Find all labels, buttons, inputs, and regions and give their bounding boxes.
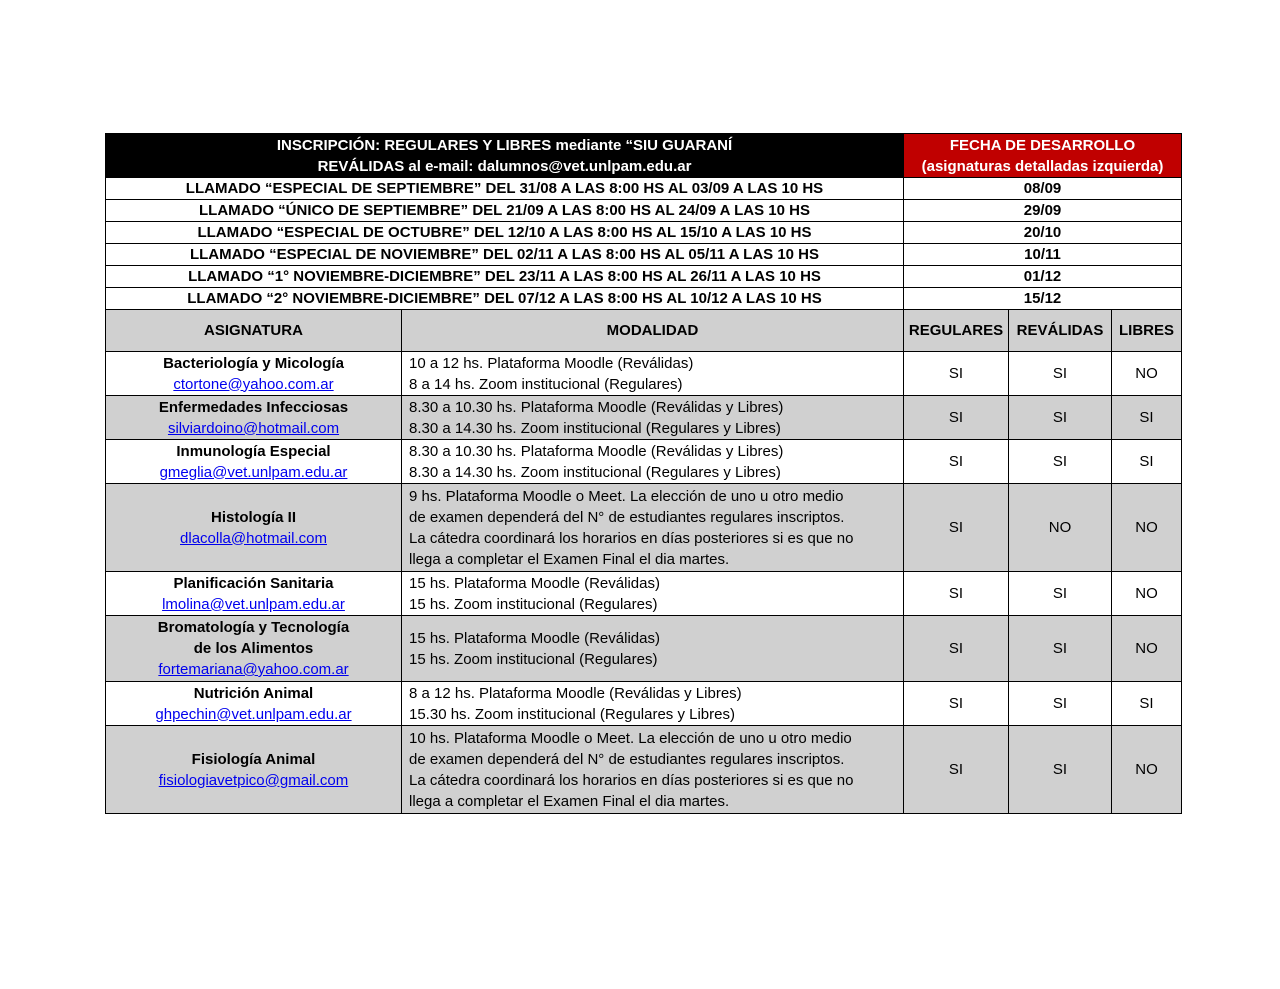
modality-line: 9 hs. Plataforma Moodle o Meet. La elección de uno u otro medio [409,487,844,505]
modality-cell [402,682,904,726]
subject-cell [106,616,402,682]
column-header-regulares: REGULARES [904,310,1009,352]
regulares-flag: SI [904,396,1009,440]
subject-cell [106,682,402,726]
modality-cell [402,484,904,572]
subject-cell [106,440,402,484]
header-row [106,134,1182,178]
column-header-revalidas: REVÁLIDAS [1009,310,1112,352]
call-row [106,266,1182,288]
development-date-header [904,134,1182,178]
modality-cell [402,726,904,814]
modality-line: 10 a 12 hs. Plataforma Moodle (Reválidas) [409,354,694,372]
subject-email-link[interactable]: fortemariana@yahoo.com.ar [158,661,349,678]
column-header-asignatura: ASIGNATURA [106,310,402,352]
modality-cell [402,616,904,682]
call-row [106,222,1182,244]
libres-flag: NO [1112,352,1182,396]
development-date-header-line-1: FECHA DE DESARROLLO [949,136,1136,154]
call-label: LLAMADO “ESPECIAL DE OCTUBRE” DEL 12/10 A LAS 8:00 HS AL 15/10 A LAS 10 HS [106,222,904,244]
regulares-flag: SI [904,616,1009,682]
modality-line: La cátedra coordinará los horarios en días posteriores si es que no [409,529,854,547]
modality-line: 8 a 12 hs. Plataforma Moodle (Reválidas y Libres) [409,684,742,702]
subject-name: Histología II [210,508,296,526]
subject-name: de los Alimentos [193,640,314,657]
modality-cell [402,440,904,484]
schedule-body [106,134,1182,814]
column-header-modalidad: MODALIDAD [402,310,904,352]
subject-row [106,440,1182,484]
libres-flag: SI [1112,440,1182,484]
registration-header-line-1: INSCRIPCIÓN: REGULARES Y LIBRES mediante “SIU GUARANÍ [276,136,733,154]
subject-row [106,572,1182,616]
modality-line: 15 hs. Plataforma Moodle (Reválidas) [409,574,660,592]
call-row [106,244,1182,266]
regulares-flag: SI [904,440,1009,484]
modality-line: 10 hs. Plataforma Moodle o Meet. La elección de uno u otro medio [409,729,852,747]
regulares-flag: SI [904,352,1009,396]
column-header-row [106,310,1182,352]
modality-line: 15.30 hs. Zoom institucional (Regulares y Libres) [409,705,735,723]
modality-line: 8.30 a 14.30 hs. Zoom institucional (Regulares y Libres) [409,419,781,437]
subject-name: Bacteriología y Micología [163,354,344,372]
revalidas-flag: SI [1009,396,1112,440]
libres-flag: SI [1112,682,1182,726]
registration-header [106,134,904,178]
subject-email-link[interactable]: silviardoino@hotmail.com [167,419,340,437]
call-date: 01/12 [904,266,1182,288]
subject-cell [106,572,402,616]
call-label: LLAMADO “ESPECIAL DE NOVIEMBRE” DEL 02/11 A LAS 8:00 HS AL 05/11 A LAS 10 HS [106,244,904,266]
subject-cell [106,726,402,814]
modality-line: llega a completar el Examen Final el dia martes. [409,550,730,568]
call-row [106,200,1182,222]
modality-line: 15 hs. Zoom institucional (Regulares) [409,650,658,668]
exam-schedule-table [105,133,1182,814]
subject-name: Fisiología Animal [191,750,316,768]
development-date-header-line-2: (asignaturas detalladas izquierda) [921,157,1164,175]
subject-row [106,484,1182,572]
call-date: 15/12 [904,288,1182,310]
subject-name: Bromatología y Tecnología [157,619,350,636]
subject-email-link[interactable]: ghpechin@vet.unlpam.edu.ar [155,705,352,723]
subject-cell [106,484,402,572]
regulares-flag: SI [904,726,1009,814]
revalidas-flag: SI [1009,440,1112,484]
regulares-flag: SI [904,484,1009,572]
registration-header-line-2: REVÁLIDAS al e-mail: dalumnos@vet.unlpam.edu.ar [317,157,692,175]
subject-row [106,616,1182,682]
libres-flag: SI [1112,396,1182,440]
revalidas-flag: SI [1009,572,1112,616]
modality-cell [402,352,904,396]
modality-line: 8.30 a 14.30 hs. Zoom institucional (Regulares y Libres) [409,463,781,481]
column-header-libres: LIBRES [1112,310,1182,352]
subject-name: Inmunología Especial [176,442,331,460]
regulares-flag: SI [904,572,1009,616]
subject-name: Nutrición Animal [193,684,314,702]
modality-cell [402,572,904,616]
subject-email-link[interactable]: gmeglia@vet.unlpam.edu.ar [159,463,348,481]
call-row [106,288,1182,310]
call-date: 08/09 [904,178,1182,200]
modality-cell [402,396,904,440]
revalidas-flag: SI [1009,682,1112,726]
subject-email-link[interactable]: ctortone@yahoo.com.ar [173,375,334,393]
call-label: LLAMADO “ÚNICO DE SEPTIEMBRE” DEL 21/09 A LAS 8:00 HS AL 24/09 A LAS 10 HS [106,200,904,222]
modality-line: 8.30 a 10.30 hs. Plataforma Moodle (Reválidas y Libres) [409,398,784,416]
modality-line: de examen dependerá del N° de estudiantes regulares inscriptos. [409,508,845,526]
revalidas-flag: SI [1009,616,1112,682]
modality-line: llega a completar el Examen Final el dia martes. [409,792,730,810]
revalidas-flag: SI [1009,352,1112,396]
subject-email-link[interactable]: fisiologiavetpico@gmail.com [158,771,349,789]
subject-row [106,726,1182,814]
subject-email-link[interactable]: lmolina@vet.unlpam.edu.ar [162,595,345,613]
modality-line: 8.30 a 10.30 hs. Plataforma Moodle (Reválidas y Libres) [409,442,784,460]
subject-cell [106,352,402,396]
modality-line: de examen dependerá del N° de estudiantes regulares inscriptos. [409,750,845,768]
libres-flag: NO [1112,616,1182,682]
call-date: 20/10 [904,222,1182,244]
subject-name: Planificación Sanitaria [173,574,334,592]
revalidas-flag: NO [1009,484,1112,572]
modality-line: 15 hs. Plataforma Moodle (Reválidas) [409,629,660,647]
call-date: 10/11 [904,244,1182,266]
libres-flag: NO [1112,726,1182,814]
call-date: 29/09 [904,200,1182,222]
modality-line: 15 hs. Zoom institucional (Regulares) [409,595,658,613]
modality-line: 8 a 14 hs. Zoom institucional (Regulares) [409,375,683,393]
subject-row [106,352,1182,396]
regulares-flag: SI [904,682,1009,726]
call-row [106,178,1182,200]
call-label: LLAMADO “2° NOVIEMBRE-DICIEMBRE” DEL 07/12 A LAS 8:00 HS AL 10/12 A LAS 10 HS [106,288,904,310]
subject-email-link[interactable]: dlacolla@hotmail.com [180,529,327,547]
libres-flag: NO [1112,572,1182,616]
libres-flag: NO [1112,484,1182,572]
call-label: LLAMADO “1° NOVIEMBRE-DICIEMBRE” DEL 23/11 A LAS 8:00 HS AL 26/11 A LAS 10 HS [106,266,904,288]
call-label: LLAMADO “ESPECIAL DE SEPTIEMBRE” DEL 31/08 A LAS 8:00 HS AL 03/09 A LAS 10 HS [106,178,904,200]
subject-row [106,682,1182,726]
revalidas-flag: SI [1009,726,1112,814]
subject-name: Enfermedades Infecciosas [158,398,349,416]
subject-row [106,396,1182,440]
modality-line: La cátedra coordinará los horarios en días posteriores si es que no [409,771,854,789]
subject-cell [106,396,402,440]
